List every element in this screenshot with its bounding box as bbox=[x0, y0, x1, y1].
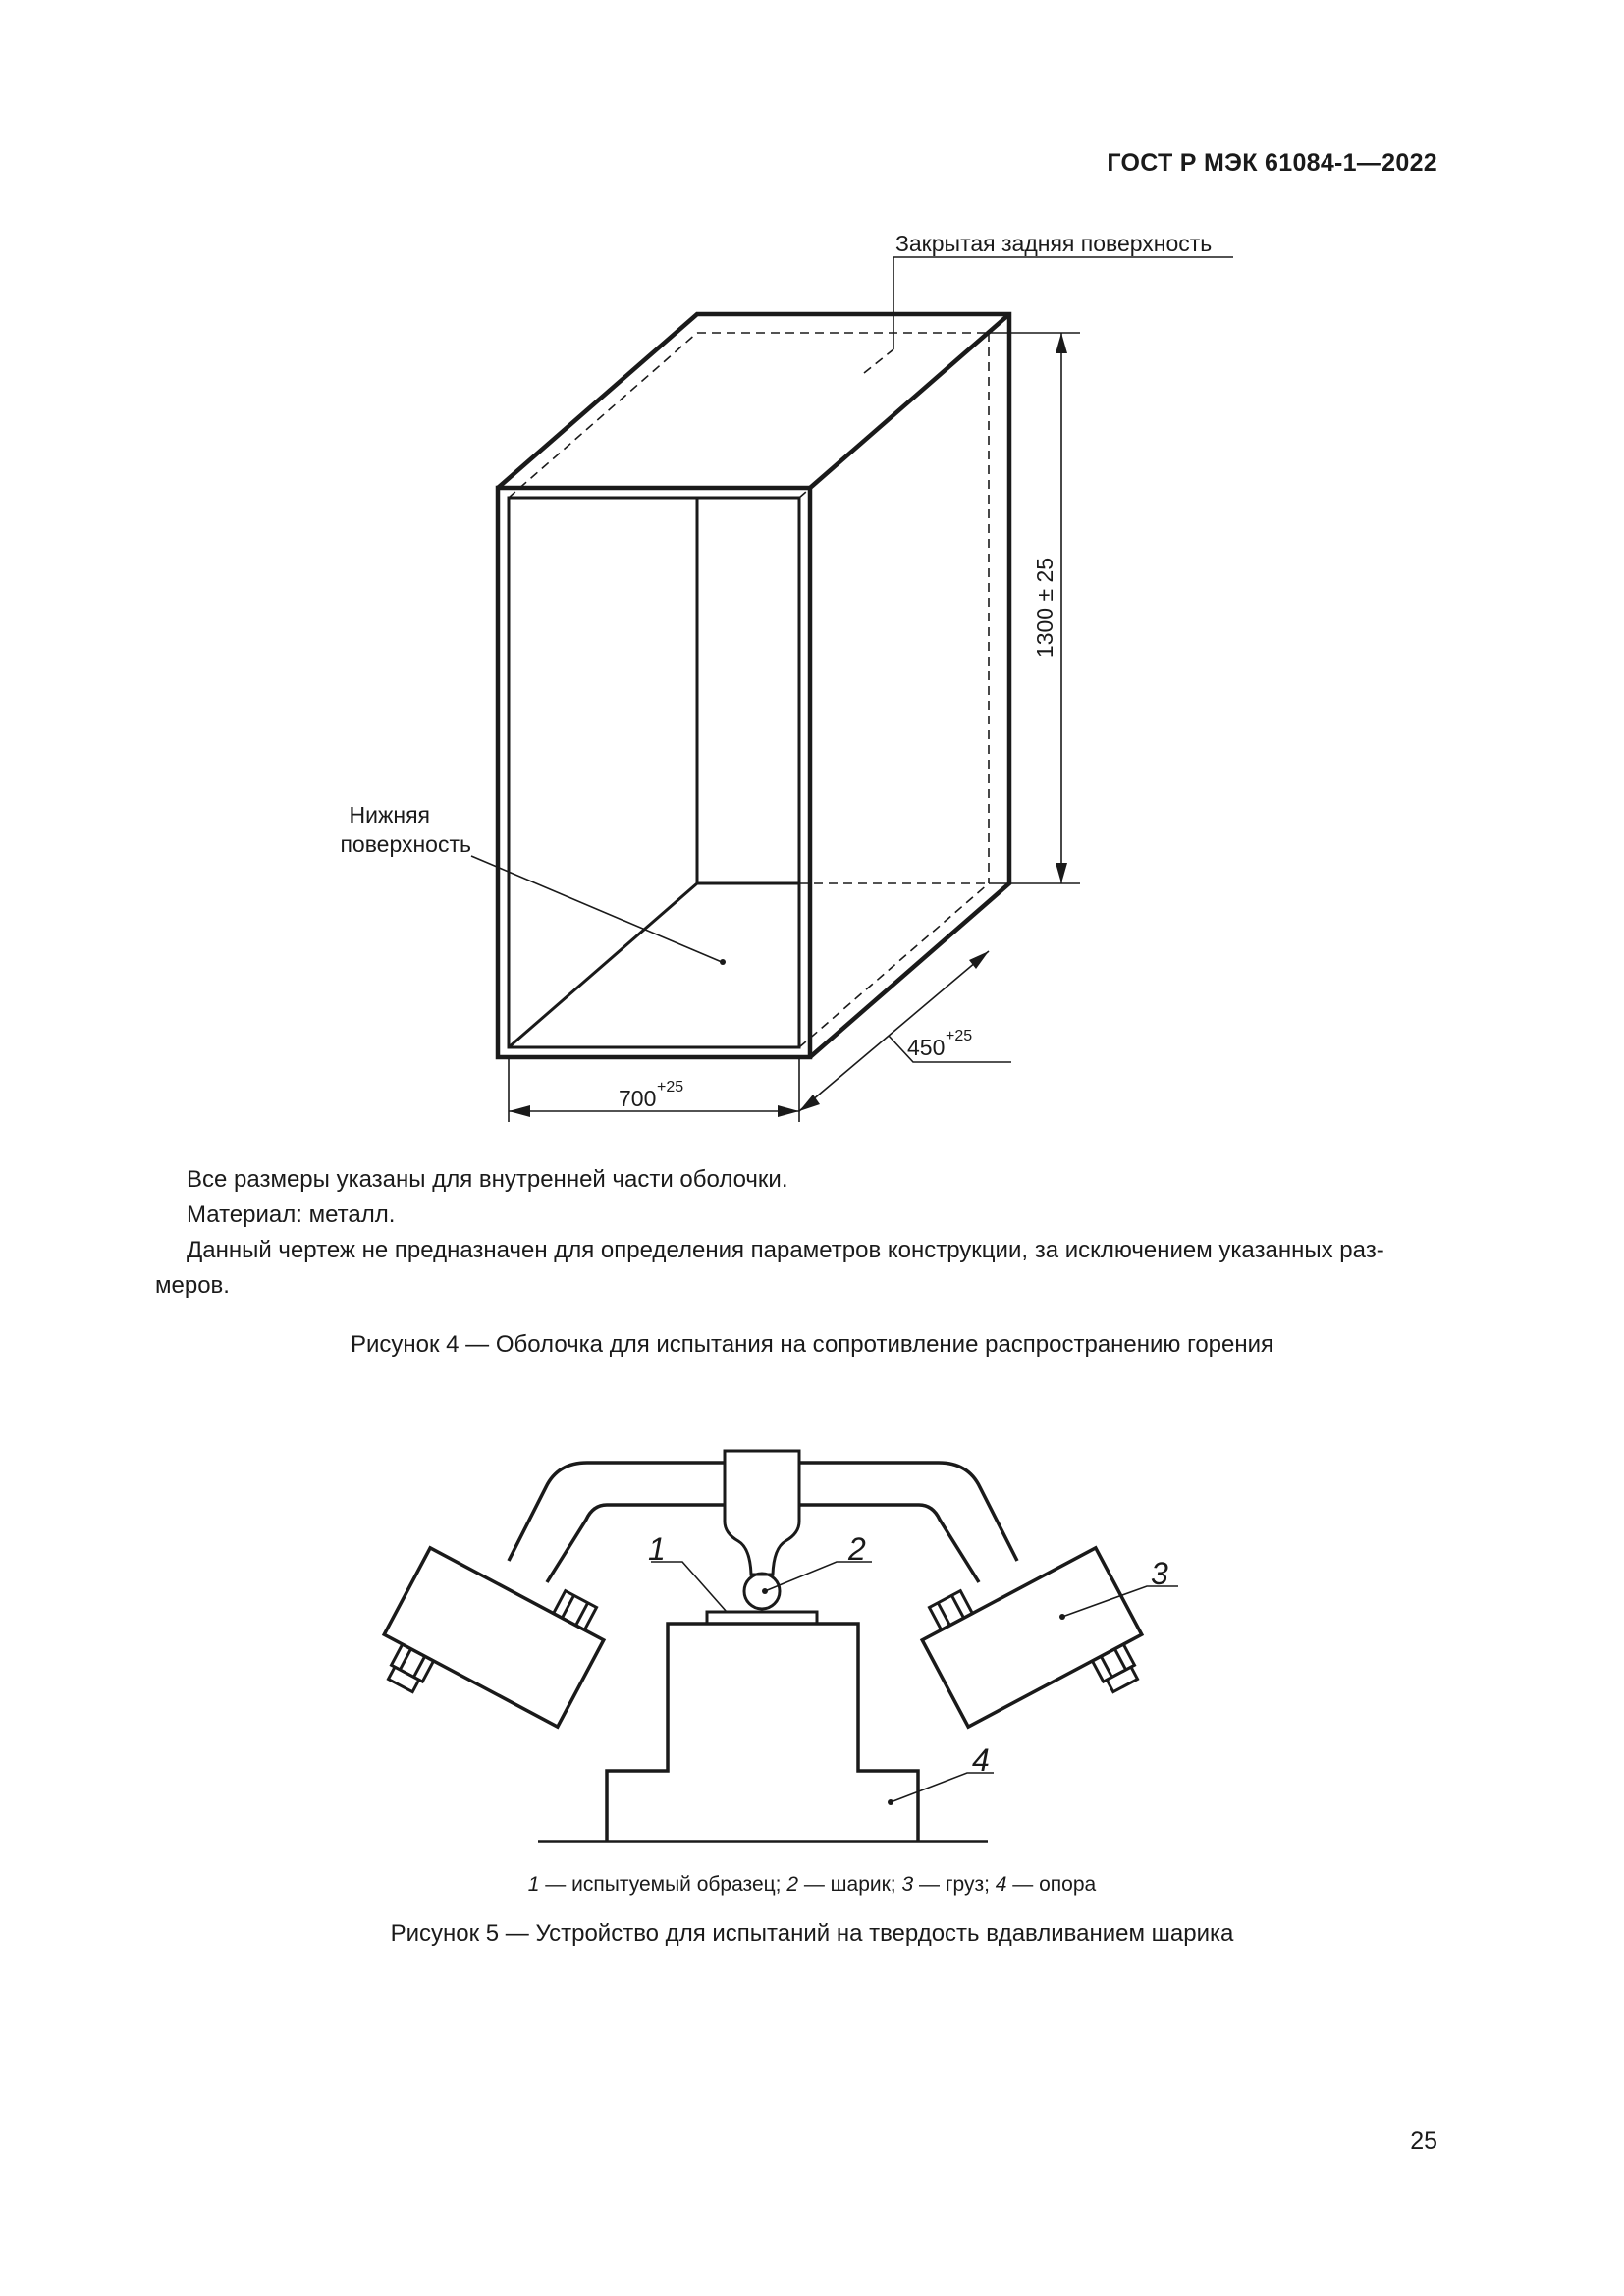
inner-front-face bbox=[509, 498, 799, 1047]
support-body bbox=[607, 1624, 918, 1842]
bottom-surface-label-line2: поверхность bbox=[340, 831, 471, 857]
document-header: ГОСТ Р МЭК 61084-1—2022 bbox=[1107, 149, 1437, 177]
right-weight bbox=[922, 1548, 1142, 1727]
callout-4: 4 bbox=[972, 1742, 990, 1778]
legend-num-2: 2 bbox=[786, 1873, 799, 1896]
legend-text-3: — груз; bbox=[913, 1873, 996, 1896]
figure-5-caption: Рисунок 5 — Устройство для испытаний на твердость вдавливанием шарика bbox=[390, 1920, 1234, 1947]
legend-text-4: — опора bbox=[1006, 1873, 1097, 1896]
hidden-edges bbox=[509, 333, 989, 1047]
depth-dimension-value: 450 bbox=[907, 1035, 946, 1060]
depth-dimension-tolerance: +25 bbox=[946, 1028, 973, 1044]
callout-3: 3 bbox=[1151, 1556, 1168, 1591]
figure-4-caption: Рисунок 4 — Оболочка для испытания на сопротивление распространению горения bbox=[350, 1331, 1274, 1358]
page-number: 25 bbox=[1410, 2127, 1437, 2155]
outer-box-back-edges bbox=[498, 314, 1009, 1057]
left-weight bbox=[384, 1548, 604, 1727]
note-dimensions: Все размеры указаны для внутренней части оболочки. bbox=[187, 1166, 788, 1193]
note-disclaimer-continued: меров. bbox=[155, 1272, 230, 1299]
figure-5-legend bbox=[0, 1873, 1624, 1896]
width-dimension-value: 700 bbox=[619, 1086, 657, 1111]
callout-2: 2 bbox=[848, 1531, 866, 1567]
legend-num-4: 4 bbox=[995, 1873, 1007, 1896]
legend-text-1: — испытуемый образец; bbox=[539, 1873, 787, 1896]
callout-1: 1 bbox=[648, 1531, 666, 1567]
back-surface-label: Закрытая задняя поверхность bbox=[895, 231, 1213, 256]
legend-num-3: 3 bbox=[901, 1873, 914, 1896]
outer-box-front bbox=[498, 488, 810, 1057]
legend-text-2: — шарик; bbox=[798, 1873, 902, 1896]
note-disclaimer: Данный чертеж не предназначен для определения параметров конструкции, за исключением указанных раз- bbox=[187, 1237, 1384, 1263]
legend-num-1: 1 bbox=[527, 1873, 540, 1896]
figure-4-notes bbox=[187, 1162, 1438, 1268]
ball-holder bbox=[725, 1451, 799, 1575]
bottom-surface-label-line1: Нижняя bbox=[349, 802, 430, 828]
note-material: Материал: металл. bbox=[187, 1201, 396, 1228]
width-dimension-tolerance: +25 bbox=[657, 1079, 684, 1095]
height-dimension-label: 1300 ± 25 bbox=[1032, 557, 1057, 659]
figure-5-ball-pressure-device bbox=[0, 1374, 1624, 1885]
specimen bbox=[707, 1612, 817, 1624]
